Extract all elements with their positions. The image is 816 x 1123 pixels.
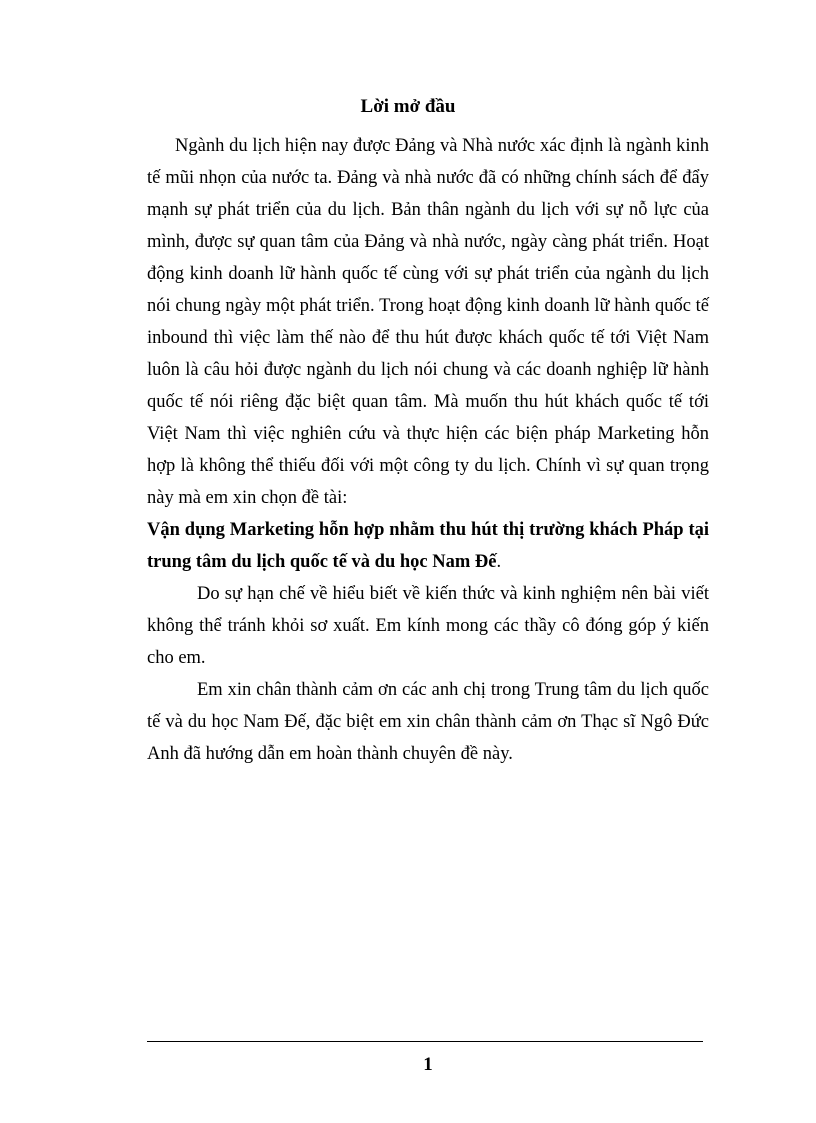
- document-body: [147, 130, 709, 770]
- introduction-paragraph: [147, 130, 709, 578]
- introduction-text: Ngành du lịch hiện nay được Đảng và Nhà nước xác định là ngành kinh tế mũi nhọn của nước ta. Đảng và nhà nước đã có những chính sách để đẩy mạnh sự phát triển của du lịch. Bản thân ngành du lịch với sự nỗ lực của mình, được sự quan tâm của Đảng và nhà nước, ngày càng phát triển. Hoạt động kinh doanh lữ hành quốc tế cùng với sự phát triển của ngành du lịch nói chung ngày một phát triển. Trong hoạt động kinh doanh lữ hành quốc tế inbound thì việc làm thế nào để thu hút được khách quốc tế tới Việt Nam luôn là câu hỏi được ngành du lịch nói chung và các doanh nghiệp lữ hành quốc tế nói riêng đặc biệt quan tâm. Mà muốn thu hút khách quốc tế tới Việt Nam thì việc nghiên cứu và thực hiện các biện pháp Marketing hỗn hợp là không thể thiếu đối với một công ty du lịch. Chính vì sự quan trọng này mà em xin chọn đề tài:: [147, 136, 709, 508]
- footer-divider: [147, 1041, 703, 1042]
- page-number: 1: [423, 1054, 433, 1075]
- thesis-topic-title: Vận dụng Marketing hỗn hợp nhằm thu hút thị trường khách Pháp tại trung tâm du lịch quốc tế và du học Nam Đế: [147, 520, 709, 572]
- thesis-topic-period: .: [496, 552, 502, 572]
- limitations-paragraph: Do sự hạn chế về hiểu biết về kiến thức và kinh nghiệm nên bài viết không thể tránh khỏi sơ xuất. Em kính mong các thầy cô đóng góp ý kiến cho em.: [147, 584, 709, 668]
- document-title: Lời mở đầu: [360, 96, 456, 117]
- acknowledgements-paragraph: Em xin chân thành cảm ơn các anh chị trong Trung tâm du lịch quốc tế và du học Nam Đế, đặc biệt em xin chân thành cảm ơn Thạc sĩ Ngô Đức Anh đã hướng dẫn em hoàn thành chuyên đề này.: [147, 680, 709, 764]
